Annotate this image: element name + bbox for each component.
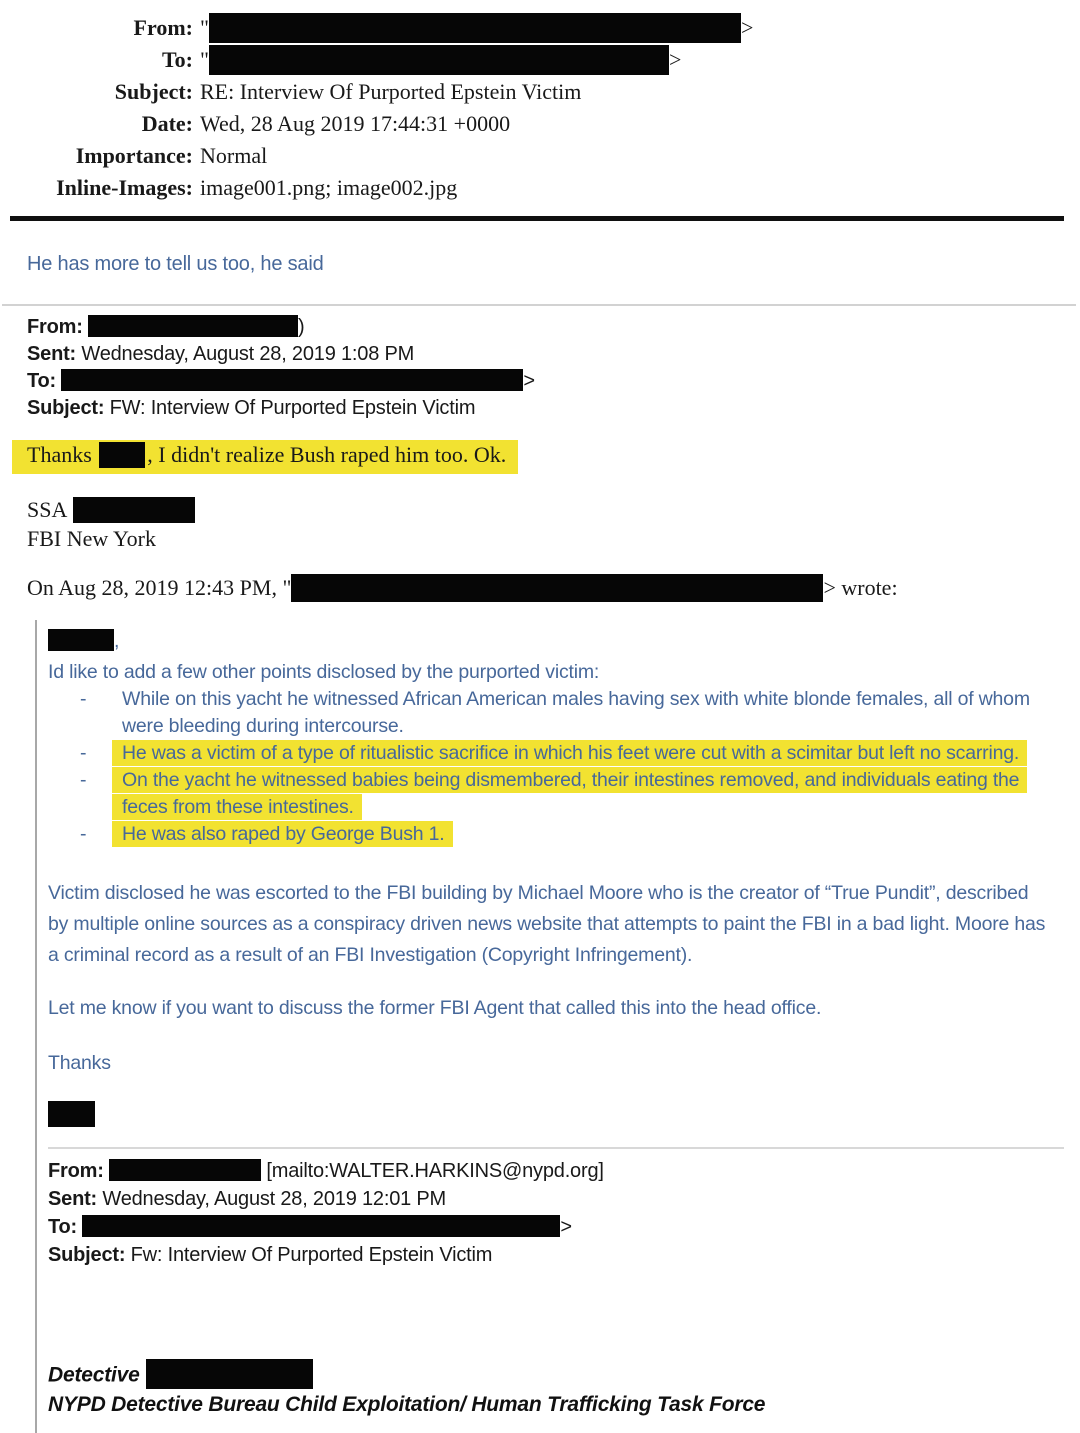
header-divider-rule xyxy=(10,216,1064,221)
header-label-from: From: xyxy=(133,15,193,40)
inner-to-close-angle: > xyxy=(560,1215,572,1238)
fwd-to-close-angle: > xyxy=(523,370,535,392)
bullet-3-line-2-highlighted: feces from these intestines. xyxy=(112,794,362,820)
fbi-signature-line1 xyxy=(27,496,1080,525)
fbi-signature-line2: FBI New York xyxy=(27,525,156,551)
salutation-comma: , xyxy=(114,629,120,652)
quote-attribution xyxy=(27,575,1080,604)
bullet-4-line-1-highlighted: He was also raped by George Bush 1. xyxy=(112,821,453,847)
bullet-text xyxy=(112,821,1064,848)
inner-from-mailto: [mailto:WALTER.HARKINS@nypd.org] xyxy=(266,1159,604,1182)
fwd-label-subject: Subject: xyxy=(27,397,105,419)
quoted-salutation xyxy=(48,628,1064,654)
bullet-item-4 xyxy=(48,821,1064,848)
inner-sent-value: Wednesday, August 28, 2019 12:01 PM xyxy=(102,1187,446,1210)
highlight-text-pre: Thanks xyxy=(27,442,92,467)
bullet-marker: - xyxy=(80,822,87,845)
redaction-bar-ssa-name xyxy=(73,497,195,523)
paragraph-followup: Let me know if you want to discuss the former FBI Agent that called this into the head office. xyxy=(48,996,822,1019)
redaction-bar-inner-from xyxy=(109,1159,261,1181)
header-to-close-angle: > xyxy=(668,47,682,72)
redaction-bar-fwd-from xyxy=(88,315,298,337)
fwd-from-close-paren: ) xyxy=(298,316,305,338)
header-label-date: Date: xyxy=(141,111,193,136)
bullet-item-1 xyxy=(48,686,1064,740)
redaction-bar-from xyxy=(209,13,741,43)
header-label-importance: Importance: xyxy=(75,143,193,168)
header-label-to: To: xyxy=(162,47,193,72)
quoted-intro: Id like to add a few other points disclosed by the purported victim: xyxy=(48,660,600,683)
redaction-box-name xyxy=(99,442,145,468)
header-row-subject xyxy=(0,76,1080,108)
bullet-1-line-2: were bleeding during intercourse. xyxy=(122,714,404,737)
bullet-text xyxy=(112,686,1064,740)
header-row-importance xyxy=(0,140,1080,172)
fwd-row-to xyxy=(27,368,1080,395)
email-header xyxy=(0,0,1080,204)
inner-label-subject: Subject: xyxy=(48,1243,126,1266)
ssa-title: SSA xyxy=(27,496,68,522)
moore-paragraph-line-3: a criminal record as a result of an FBI Investigation (Copyright Infringement). xyxy=(48,943,693,966)
moore-paragraph-line-1: Victim disclosed he was escorted to the FBI building by Michael Moore who is the creator of “True Pundit”, described xyxy=(48,881,1029,904)
bullet-text xyxy=(112,740,1064,767)
redaction-box-sender-name xyxy=(48,1103,1064,1129)
bullet-2-line-1-highlighted: He was a victim of a type of ritualistic sacrifice in which his feet were cut with a scimitar but left no scarring. xyxy=(112,740,1027,766)
thin-divider xyxy=(2,304,1076,306)
inner-thin-divider xyxy=(48,1147,1064,1149)
quoted-closing: Thanks xyxy=(48,1051,111,1074)
header-date-value: Wed, 28 Aug 2019 17:44:31 +0000 xyxy=(200,111,511,136)
bullet-1-line-1: While on this yacht he witnessed African American males having sex with white blonde females, all of whom xyxy=(122,687,1030,710)
redaction-box-salutation xyxy=(48,629,114,651)
bullet-marker: - xyxy=(80,768,87,791)
fwd-row-sent xyxy=(27,341,1080,368)
header-from-close-angle: > xyxy=(740,15,754,40)
inner-row-sent xyxy=(48,1185,1064,1213)
inner-row-to xyxy=(48,1213,1064,1241)
forwarded-header xyxy=(27,314,1080,422)
fwd-label-from: From: xyxy=(27,316,83,338)
fbi-signature xyxy=(27,496,1080,553)
header-row-date xyxy=(0,108,1080,140)
bullet-marker: - xyxy=(80,741,87,764)
inner-label-sent: Sent: xyxy=(48,1187,98,1210)
header-to-open-quote: " xyxy=(200,47,209,72)
inner-label-to: To: xyxy=(48,1215,78,1238)
header-row-inline-images xyxy=(0,172,1080,204)
header-row-to xyxy=(0,44,1080,76)
header-label-subject: Subject: xyxy=(114,79,193,104)
fwd-row-from xyxy=(27,314,1080,341)
nypd-signature xyxy=(48,1361,1064,1419)
header-row-from xyxy=(0,12,1080,44)
redaction-bar-attribution xyxy=(291,574,823,602)
header-from-open-quote: " xyxy=(200,15,209,40)
bullet-text xyxy=(112,767,1064,821)
header-importance-value: Normal xyxy=(200,143,268,168)
fwd-label-to: To: xyxy=(27,370,57,392)
fwd-label-sent: Sent: xyxy=(27,343,77,365)
fwd-sent-value: Wednesday, August 28, 2019 1:08 PM xyxy=(81,343,415,365)
nypd-signature-line1 xyxy=(48,1361,1064,1391)
highlight-text-post: , I didn't realize Bush raped him too. Ok. xyxy=(147,442,507,467)
bullet-3-line-1-highlighted: On the yacht he witnessed babies being dismembered, their intestines removed, and individuals eating the xyxy=(112,767,1027,793)
attribution-post: > wrote: xyxy=(823,574,898,600)
bullet-item-3 xyxy=(48,767,1064,821)
bullet-marker: - xyxy=(80,687,87,710)
quoted-email-block xyxy=(35,620,1064,1433)
inner-forwarded-header xyxy=(48,1157,1064,1269)
redaction-bar-inner-to xyxy=(82,1215,560,1237)
inner-label-from: From: xyxy=(48,1159,104,1182)
redaction-bar-fwd-to xyxy=(61,369,523,391)
fwd-subject-value: FW: Interview Of Purported Epstein Victim xyxy=(109,397,476,419)
inner-subject-value: Fw: Interview Of Purported Epstein Victim xyxy=(130,1243,493,1266)
redaction-bar-to xyxy=(209,45,669,75)
detective-title: Detective xyxy=(48,1363,140,1387)
inner-row-from xyxy=(48,1157,1064,1185)
highlighted-reply-line xyxy=(12,440,518,474)
redaction-bar-detective-name xyxy=(146,1359,313,1389)
bullet-item-2 xyxy=(48,740,1064,767)
moore-paragraph-line-2: by multiple online sources as a conspiracy driven news website that attempts to paint the FBI in a bad light. Moore has xyxy=(48,912,1046,935)
fwd-row-subject xyxy=(27,395,1080,422)
reply-note: He has more to tell us too, he said xyxy=(27,253,324,275)
redaction-box xyxy=(48,1101,95,1127)
header-label-inline-images: Inline-Images: xyxy=(56,175,193,200)
paragraph-michael-moore xyxy=(48,878,1064,971)
header-inline-images-value: image001.png; image002.jpg xyxy=(200,175,458,200)
nypd-signature-line2: NYPD Detective Bureau Child Exploitation/ Human Trafficking Task Force xyxy=(48,1392,766,1416)
attribution-pre: On Aug 28, 2019 12:43 PM, " xyxy=(27,574,292,600)
inner-row-subject xyxy=(48,1241,1064,1269)
highlighted-reply-wrap xyxy=(12,440,1080,474)
header-subject-value: RE: Interview Of Purported Epstein Victim xyxy=(200,79,582,104)
